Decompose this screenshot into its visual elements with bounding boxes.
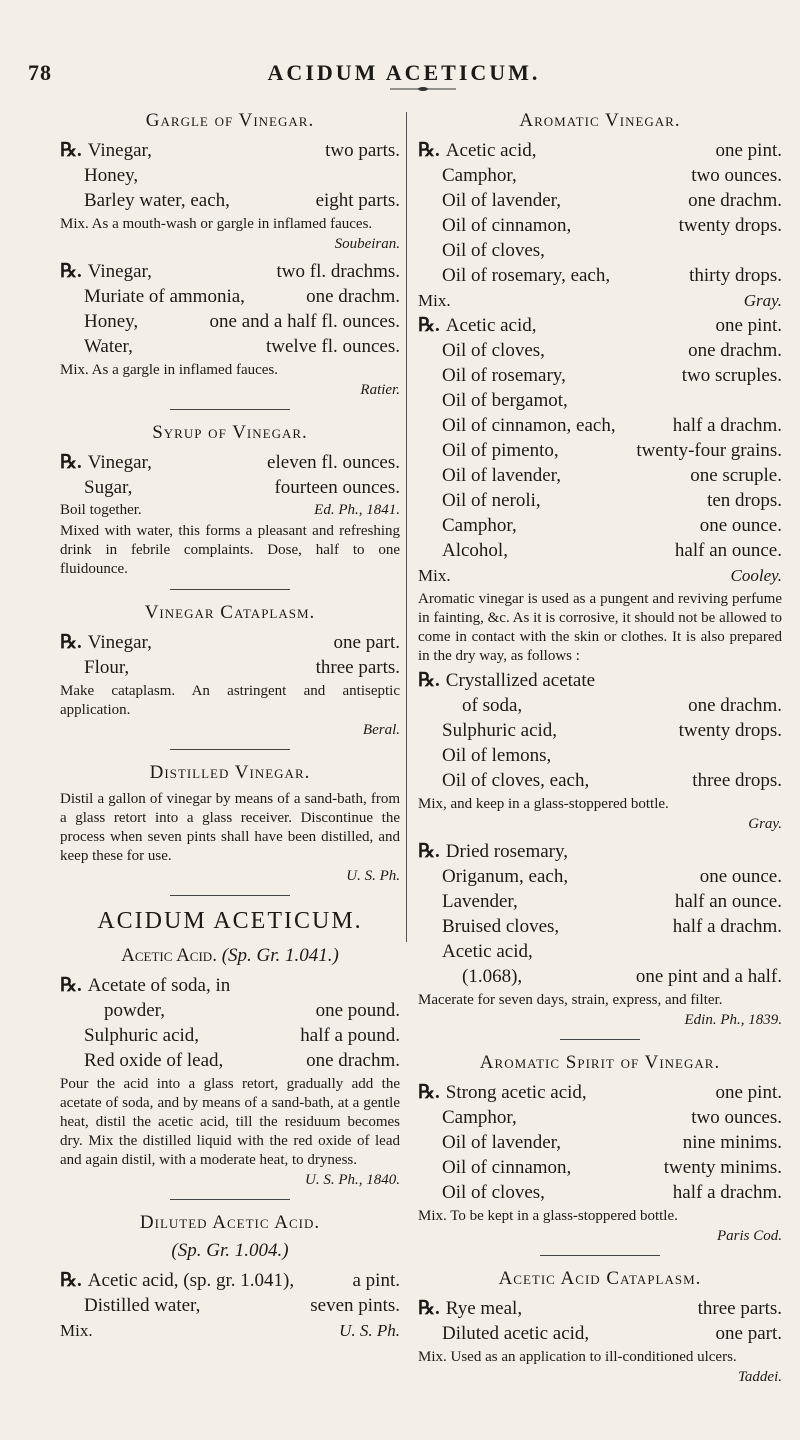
recipe-note: Mix. As a gargle in inflamed fauces. <box>60 362 278 378</box>
recipe-line: Lavender, half an ounce. <box>442 891 782 912</box>
recipe-line: ℞. Rye meal, three parts. <box>418 1298 782 1319</box>
acetic-cataplasm-section <box>418 1268 782 1386</box>
section-title: Aromatic Spirit of Vinegar. <box>479 1052 721 1073</box>
recipe-line: Barley water, each, eight parts. <box>84 190 400 211</box>
recipe-line: Oil of cloves, half a drachm. <box>442 1182 782 1203</box>
aromatic-section <box>418 110 782 1029</box>
recipe-line: Oil of cinnamon, twenty drops. <box>442 215 782 236</box>
recipe-line: Honey, <box>84 165 139 186</box>
section-separator <box>560 1039 640 1040</box>
recipe-source: Edin. Ph., 1839. <box>684 1012 782 1028</box>
recipe-line: of soda, one drachm. <box>462 695 782 716</box>
section-title: Aromatic Vinegar. <box>519 110 681 131</box>
recipe-symbol: ℞. <box>60 452 82 473</box>
section-separator <box>170 895 290 896</box>
page-number: 78 <box>28 60 52 85</box>
recipe-line: Camphor, one ounce. <box>442 515 782 536</box>
acidum-section <box>60 908 400 1189</box>
recipe-line: ℞. Acetic acid, one pint. <box>418 140 782 161</box>
recipe-line: ℞. Acetate of soda, in <box>60 975 231 996</box>
recipe-symbol: ℞. <box>60 632 82 653</box>
section-separator <box>170 409 290 410</box>
section-title: Gargle of Vinegar. <box>145 110 315 131</box>
recipe-source: U. S. Ph. <box>346 868 400 884</box>
recipe-line: Oil of cloves, <box>442 240 545 261</box>
recipe-line: ℞. Acetic acid, (sp. gr. 1.041), a pint. <box>60 1270 400 1291</box>
recipe-symbol: ℞. <box>418 670 440 691</box>
recipe-line: Oil of rosemary, each, thirty drops. <box>442 265 782 286</box>
recipe-line: Sulphuric acid, twenty drops. <box>442 720 782 741</box>
recipe-line: Oil of pimento, twenty-four grains. <box>442 440 782 461</box>
left-column <box>60 110 400 1347</box>
recipe-line: Muriate of ammonia, one drachm. <box>84 286 400 307</box>
recipe-line: Oil of bergamot, <box>442 390 568 411</box>
recipe-line: Distilled water, seven pints. <box>84 1295 400 1316</box>
recipe-note: Aromatic vinegar is used as a pungent and reviving perfume in fainting, &c. As it is corrosive, it should not be allowed to come in contact with the skin or clothes. It is also prepared in the dry way, as follows : <box>418 591 782 664</box>
section-title: Syrup of Vinegar. <box>152 422 308 443</box>
recipe-line: ℞. Acetic acid, one pint. <box>418 315 782 336</box>
section-separator <box>170 749 290 750</box>
recipe-note: Make cataplasm. An astringent and antiseptic application. <box>60 683 400 718</box>
header-ornament <box>388 86 458 92</box>
recipe-note: Mixed with water, this forms a pleasant and refreshing drink in febrile complaints. Dose, half to one fluidounce. <box>60 523 400 577</box>
recipe-line: ℞. Strong acetic acid, one pint. <box>418 1082 782 1103</box>
page-header <box>28 60 780 88</box>
recipe-line: Flour, three parts. <box>84 657 400 678</box>
subheading: (Sp. Gr. 1.004.) <box>171 1240 289 1261</box>
recipe-source: Beral. <box>362 722 400 738</box>
recipe-note: Macerate for seven days, strain, express, and filter. <box>418 992 723 1008</box>
recipe-note: Mix. As a mouth-wash or gargle in inflamed fauces. <box>60 216 373 232</box>
recipe-symbol: ℞. <box>418 1082 440 1103</box>
recipe-line: Oil of cinnamon, each, half a drachm. <box>442 415 782 436</box>
main-heading: ACIDUM ACETICUM. <box>97 908 363 934</box>
right-column <box>418 110 782 1392</box>
recipe-symbol: ℞. <box>418 1298 440 1319</box>
recipe-line: Mix. U. S. Ph. <box>60 1321 400 1340</box>
recipe-line: Bruised cloves, half a drachm. <box>442 916 782 937</box>
recipe-note: Distil a gallon of vinegar by means of a sand-bath, from a glass retort into a glass receiver. Discontinue the process when seven pints shall have been distilled, and keep these for use. <box>60 791 400 864</box>
recipe-line: Oil of rosemary, two scruples. <box>442 365 782 386</box>
recipe-line: Oil of lavender, one drachm. <box>442 190 782 211</box>
section-separator <box>170 1199 290 1200</box>
recipe-line: Oil of neroli, ten drops. <box>442 490 782 511</box>
recipe-line: Honey, one and a half fl. ounces. <box>84 311 400 332</box>
recipe-line: (1.068), one pint and a half. <box>462 966 782 987</box>
running-head: ACIDUM ACETICUM. <box>267 60 541 85</box>
recipe-line: Camphor, two ounces. <box>442 1107 782 1128</box>
section-title: Distilled Vinegar. <box>149 762 311 783</box>
recipe-source: Taddei. <box>737 1369 782 1385</box>
recipe-line: ℞. Vinegar, eleven fl. ounces. <box>60 452 400 473</box>
syrup-section <box>60 422 400 579</box>
section-title: Vinegar Cataplasm. <box>144 602 316 623</box>
recipe-line: Oil of cinnamon, twenty minims. <box>442 1157 782 1178</box>
recipe-line: Red oxide of lead, one drachm. <box>84 1050 400 1071</box>
section-separator <box>170 589 290 590</box>
cataplasm-section <box>60 602 400 739</box>
recipe-line: Oil of cloves, each, three drops. <box>442 770 782 791</box>
recipe-note: Mix, and keep in a glass-stoppered bottle. <box>418 796 669 812</box>
recipe-symbol: ℞. <box>60 140 82 161</box>
recipe-note: Mix. Used as an application to ill-conditioned ulcers. <box>418 1349 737 1365</box>
recipe-source: Gray. <box>748 816 782 832</box>
recipe-symbol: ℞. <box>60 1270 82 1291</box>
recipe-source: U. S. Ph., 1840. <box>305 1172 400 1188</box>
recipe-note: Mix. To be kept in a glass-stoppered bottle. <box>418 1208 678 1224</box>
gargle-section <box>60 110 400 399</box>
recipe-note: Pour the acid into a glass retort, gradually add the acetate of soda, and by means of a sand-bath, at a gentle heat, distil the acetic acid, till the residuum becomes dry. Mix the distilled liquid with the red oxide of lead and again distil, with a moderate heat, to dryness. <box>60 1076 400 1168</box>
recipe-line: ℞. Vinegar, two fl. drachms. <box>60 261 400 282</box>
section-title: Diluted Acetic Acid. <box>139 1212 321 1233</box>
recipe-line: Origanum, each, one ounce. <box>442 866 782 887</box>
recipe-line: Alcohol, half an ounce. <box>442 540 782 561</box>
recipe-line: ℞. Dried rosemary, <box>418 841 569 862</box>
column-divider <box>406 112 407 942</box>
recipe-symbol: ℞. <box>60 261 82 282</box>
recipe-symbol: ℞. <box>60 975 82 996</box>
recipe-line: ℞. Vinegar, two parts. <box>60 140 400 161</box>
diluted-section <box>60 1212 400 1343</box>
recipe-symbol: ℞. <box>418 140 440 161</box>
recipe-line: Acetic acid, <box>442 941 533 962</box>
recipe-line: Mix. Cooley. <box>418 566 782 585</box>
recipe-line: Oil of lavender, one scruple. <box>442 465 782 486</box>
section-title: Acetic Acid Cataplasm. <box>498 1268 702 1289</box>
recipe-line: Sulphuric acid, half a pound. <box>84 1025 400 1046</box>
distilled-section <box>60 762 400 885</box>
section-separator <box>540 1255 660 1256</box>
recipe-line: Water, twelve fl. ounces. <box>84 336 400 357</box>
recipe-symbol: ℞. <box>418 841 440 862</box>
recipe-line: Oil of lavender, nine minims. <box>442 1132 782 1153</box>
recipe-line: Boil together. Ed. Ph., 1841. <box>60 502 400 518</box>
recipe-symbol: ℞. <box>418 315 440 336</box>
recipe-line: Diluted acetic acid, one part. <box>442 1323 782 1344</box>
recipe-line: ℞. Vinegar, one part. <box>60 632 400 653</box>
recipe-source: Soubeiran. <box>334 236 400 252</box>
recipe-source: Paris Cod. <box>716 1228 782 1244</box>
recipe-line: Oil of lemons, <box>442 745 552 766</box>
subheading: Acetic Acid. (Sp. Gr. 1.041.) <box>121 945 339 966</box>
spirit-section <box>418 1052 782 1245</box>
recipe-line: powder, one pound. <box>104 1000 400 1021</box>
recipe-line: ℞. Crystallized acetate <box>418 670 596 691</box>
recipe-line: Mix. Gray. <box>418 291 782 310</box>
recipe-line: Camphor, two ounces. <box>442 165 782 186</box>
recipe-line: Oil of cloves, one drachm. <box>442 340 782 361</box>
recipe-source: Ratier. <box>360 382 400 398</box>
recipe-line: Sugar, fourteen ounces. <box>84 477 400 498</box>
